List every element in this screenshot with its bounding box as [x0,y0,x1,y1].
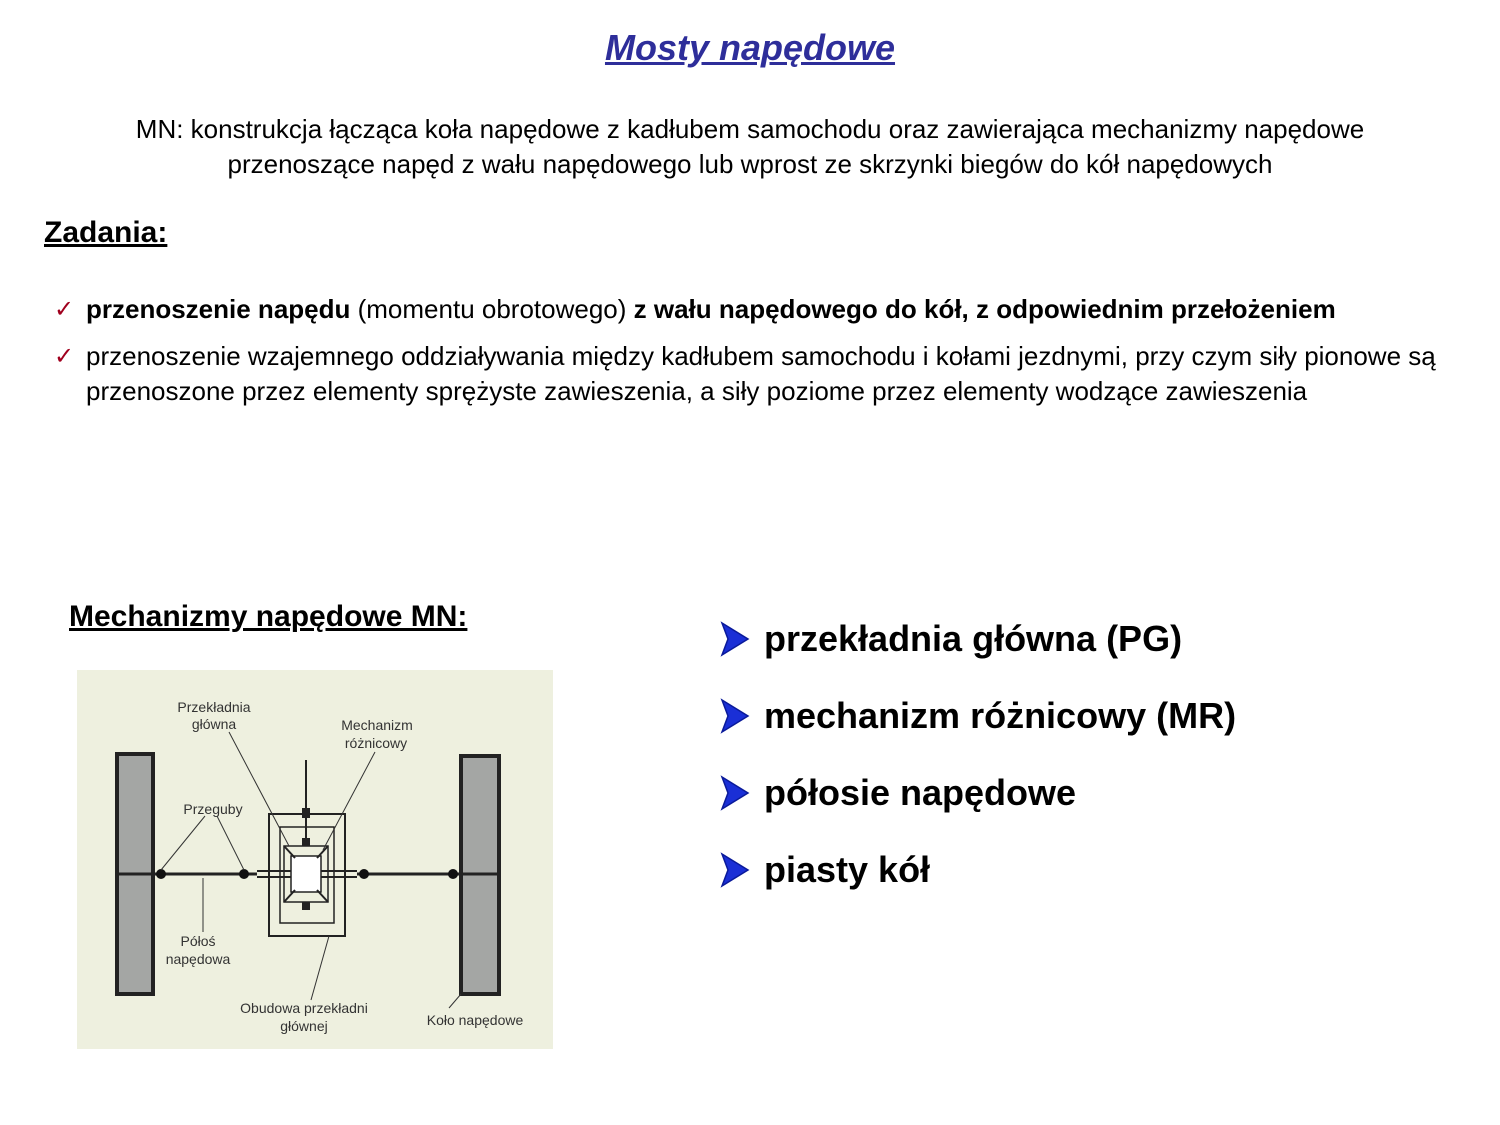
arrow-bullet-icon [718,773,764,813]
list-item [718,831,1236,908]
tasks-heading: Zadania: [44,216,168,249]
label-mr-line1: Mechanizm [341,717,413,733]
intro-line-1: MN: konstrukcja łącząca koła napędowe z kadłubem samochodu oraz zawierająca mechanizmy napędowe [135,114,1365,144]
mechanism-label: półosie napędowe [764,771,1077,813]
label-kolo: Koło napędowe [426,1012,524,1028]
label-polos-line2: napędowa [165,951,231,967]
intro-text [40,112,1460,182]
arrow-bullet-icon [718,696,764,736]
mechanism-label: przekładnia główna (PG) [764,617,1183,659]
mechanism-label: mechanizm różnicowy (MR) [764,694,1237,736]
joint-right-inner [359,869,369,879]
joint-left-inner [239,869,249,879]
task-1-normal: (momentu obrotowego) [350,294,634,324]
checkmark-icon: ✓ [54,296,75,323]
arrow-bullet-icon [718,619,764,659]
joint-left-outer [156,869,166,879]
checkmark-icon: ✓ [54,343,75,370]
label-obudowa-line2: głównej [280,1018,328,1034]
page-title: Mosty napędowe [604,27,896,68]
task-2-text: przenoszenie wzajemnego oddziaływania między kadłubem samochodu i kołami jezdnymi, przy czym siły pionowe są przenoszone przez elementy sprężyste zawieszenia, a siły poziome przez elementy wodzące zawieszenia [86,341,1436,406]
label-pg-line1: Przekładnia [177,699,251,715]
mechanisms-heading: Mechanizmy napędowe MN: [69,600,468,633]
mechanism-label: piasty kół [764,848,931,890]
task-1-bold-b: z wału napędowego do kół, z odpowiednim przełożeniem [633,294,1336,324]
label-obudowa-line1: Obudowa przekładni [240,1000,368,1016]
arrow-bullet-icon [718,850,764,890]
mechanisms-list [718,600,1236,908]
tasks-list [52,292,1447,421]
joint-right-outer [448,869,458,879]
intro-line-2: przenoszące napęd z wału napędowego lub wprost ze skrzynki biegów do kół napędowych [227,149,1273,179]
task-item [52,292,1447,327]
list-item [718,754,1236,831]
drive-axle-diagram [77,670,553,1049]
label-mr-line2: różnicowy [344,735,408,751]
label-polos-line1: Półoś [180,933,216,949]
list-item [718,600,1236,677]
list-item [718,677,1236,754]
task-1-bold-a: przenoszenie napędu [86,294,351,324]
label-przeguby: Przeguby [183,801,243,817]
task-item [52,339,1447,409]
label-pg-line2: główna [191,716,237,732]
